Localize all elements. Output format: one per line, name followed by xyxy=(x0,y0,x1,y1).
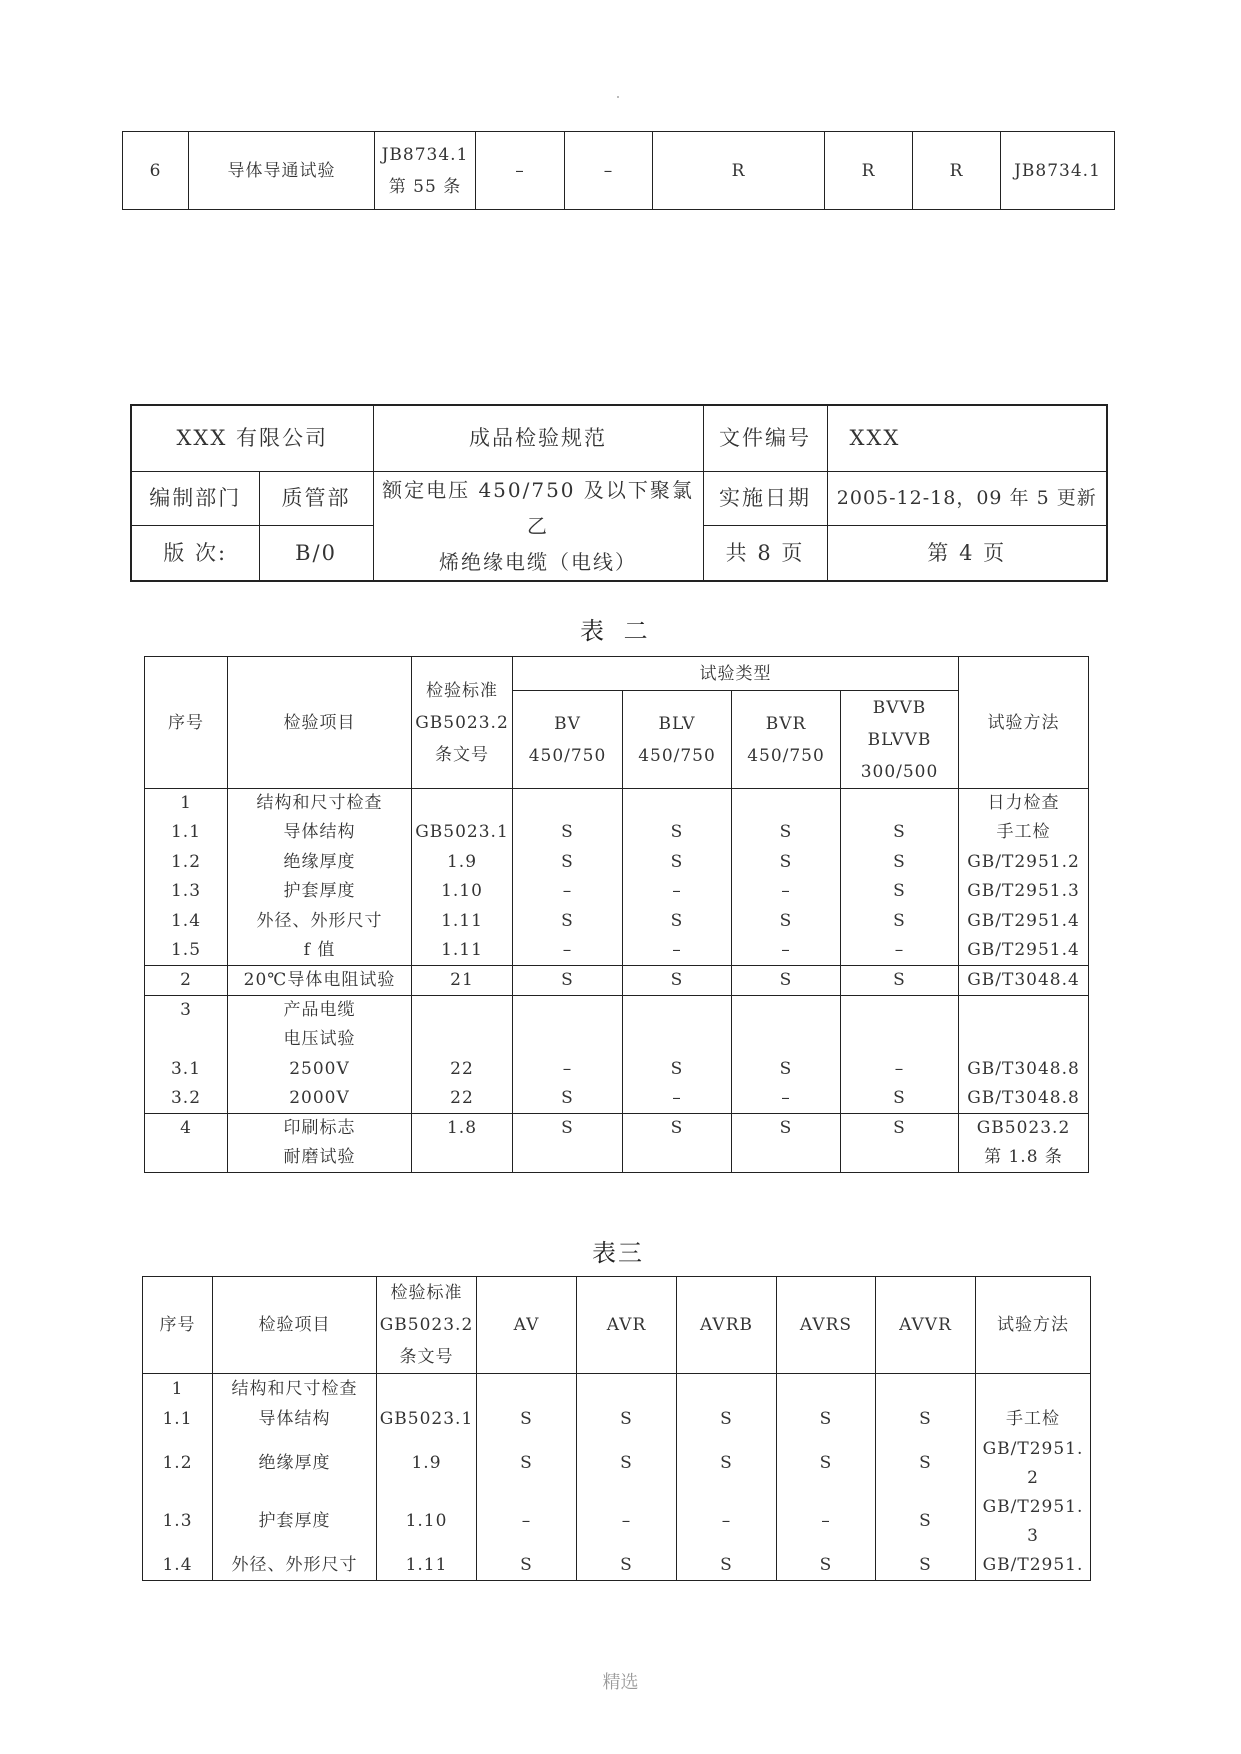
dept-label: 编制部门 xyxy=(131,471,259,526)
row-cell: – xyxy=(476,132,565,210)
table-row xyxy=(143,1551,1091,1581)
table-cell: f 值 xyxy=(228,936,412,966)
table-cell xyxy=(732,996,841,1026)
std-line: 第 55 条 xyxy=(388,176,462,197)
table-cell: – xyxy=(623,936,732,966)
table-cell: S xyxy=(477,1551,577,1581)
table-cell: 印刷标志 xyxy=(228,1114,412,1144)
table-cell: 1.5 xyxy=(145,936,228,966)
doc-title: 成品检验规范 xyxy=(373,405,703,471)
table-row xyxy=(145,1084,1089,1114)
table-cell: S xyxy=(623,966,732,996)
table-row xyxy=(145,789,1089,819)
table-cell: GB/T3048.8 xyxy=(959,1055,1089,1085)
table-cell: S xyxy=(876,1405,976,1435)
table-cell: S xyxy=(841,907,959,937)
table-cell: S xyxy=(513,818,623,848)
table-cell xyxy=(145,1025,228,1055)
table-cell: GB/T3048.4 xyxy=(959,966,1089,996)
table-cell xyxy=(412,1025,513,1055)
table-row xyxy=(143,1405,1091,1435)
table-row xyxy=(145,1025,1089,1055)
col-header-std: 检验标准 GB5023.2 条文号 xyxy=(377,1277,477,1374)
col-header-avrs: AVRS xyxy=(777,1277,876,1374)
table-cell: 手工检 xyxy=(959,818,1089,848)
col-header-bvvb: BVVB BLVVB 300/500 xyxy=(841,691,959,789)
table-cell xyxy=(513,789,623,819)
table-row xyxy=(143,1493,1091,1551)
row-cell: R xyxy=(653,132,825,210)
table-cell: – xyxy=(732,877,841,907)
table-cell: 21 xyxy=(412,966,513,996)
impl-label: 实施日期 xyxy=(703,471,827,526)
table-cell xyxy=(841,996,959,1026)
table-cell: GB/T2951.3 xyxy=(959,877,1089,907)
table-cell: – xyxy=(477,1493,577,1551)
table-cell: GB/T2951.2 xyxy=(959,848,1089,878)
col-header-method: 试验方法 xyxy=(976,1277,1091,1374)
table3-caption: 表三 xyxy=(592,1239,644,1267)
table-cell xyxy=(377,1374,477,1405)
table-cell: GB/T2951.4 xyxy=(959,907,1089,937)
row-item: 导体导通试验 xyxy=(189,132,375,210)
table-cell xyxy=(623,1025,732,1055)
table-cell: 1 xyxy=(145,789,228,819)
table-cell xyxy=(777,1374,876,1405)
table-cell: 护套厚度 xyxy=(213,1493,377,1551)
table-cell: S xyxy=(876,1493,976,1551)
table-cell: S xyxy=(732,966,841,996)
table-cell: – xyxy=(732,1084,841,1114)
table-cell: S xyxy=(513,1084,623,1114)
table-cell xyxy=(876,1374,976,1405)
table-cell: 3.2 xyxy=(145,1084,228,1114)
col-header-item: 检验项目 xyxy=(213,1277,377,1374)
table-cell: S xyxy=(677,1405,777,1435)
table-cell: – xyxy=(841,1055,959,1085)
table-cell xyxy=(623,1143,732,1173)
table-cell xyxy=(732,789,841,819)
table-cell: S xyxy=(876,1435,976,1493)
table-cell: 1.4 xyxy=(143,1551,213,1581)
method-line: 3 xyxy=(1027,1525,1039,1546)
table-cell: 1.2 xyxy=(145,848,228,878)
std-line: JB8734.1 xyxy=(381,144,469,165)
table-cell: 22 xyxy=(412,1055,513,1085)
table-cell: – xyxy=(677,1493,777,1551)
table-cell: 3.1 xyxy=(145,1055,228,1085)
table-cell xyxy=(577,1374,677,1405)
table-cell: S xyxy=(623,848,732,878)
table-cell: 绝缘厚度 xyxy=(228,848,412,878)
table-cell: S xyxy=(513,848,623,878)
table-cell xyxy=(959,996,1089,1026)
company-name: XXX 有限公司 xyxy=(131,405,373,471)
table-cell: 2 xyxy=(145,966,228,996)
table-cell: S xyxy=(732,1055,841,1085)
table-row xyxy=(123,132,1115,210)
table-cell xyxy=(623,996,732,1026)
table-cell: 20℃导体电阻试验 xyxy=(228,966,412,996)
table-cell: – xyxy=(732,936,841,966)
row-cell: R xyxy=(825,132,913,210)
table-cell: 2500V xyxy=(228,1055,412,1085)
col-header-avrb: AVRB xyxy=(677,1277,777,1374)
table-row xyxy=(145,1143,1089,1173)
table2 xyxy=(144,656,1089,1173)
table-cell: S xyxy=(876,1551,976,1581)
table-cell: – xyxy=(513,1055,623,1085)
col-header-bvr: BVR 450/750 xyxy=(732,691,841,789)
table-cell xyxy=(976,1493,1091,1551)
table-cell: 结构和尺寸检查 xyxy=(228,789,412,819)
table-cell: S xyxy=(513,1114,623,1144)
table-row xyxy=(145,907,1089,937)
table-cell: 1.9 xyxy=(412,848,513,878)
table-row xyxy=(143,1435,1091,1493)
table-cell: 1.11 xyxy=(412,936,513,966)
table-cell: 22 xyxy=(412,1084,513,1114)
doc-no-label: 文件编号 xyxy=(703,405,827,471)
table-cell xyxy=(732,1025,841,1055)
table-cell: S xyxy=(513,966,623,996)
table-row xyxy=(145,818,1089,848)
table-cell: 外径、外形尺寸 xyxy=(213,1551,377,1581)
col-header-avvr: AVVR xyxy=(876,1277,976,1374)
table-cell: 1.10 xyxy=(377,1493,477,1551)
table-cell: S xyxy=(841,1114,959,1144)
table-row xyxy=(145,996,1089,1026)
table-cell: 1.4 xyxy=(145,907,228,937)
table-cell: S xyxy=(732,818,841,848)
table-cell: 1.10 xyxy=(412,877,513,907)
version-value: B/0 xyxy=(259,526,373,581)
table-row xyxy=(145,1114,1089,1144)
table-row xyxy=(145,966,1089,996)
table-cell: S xyxy=(777,1405,876,1435)
table-cell: S xyxy=(777,1551,876,1581)
table-cell: S xyxy=(677,1551,777,1581)
std-line: 检验标准 xyxy=(426,680,498,701)
page-number: 第 4 页 xyxy=(827,526,1107,581)
table-cell: S xyxy=(623,1055,732,1085)
col-header-blv: BLV 450/750 xyxy=(623,691,732,789)
table2-caption: 表 二 xyxy=(580,617,654,645)
method-line: 2 xyxy=(1027,1467,1039,1488)
table-cell: 2000V xyxy=(228,1084,412,1114)
table-cell: S xyxy=(841,848,959,878)
doc-no: XXX xyxy=(827,405,1107,471)
table-cell: – xyxy=(777,1493,876,1551)
table-row xyxy=(143,1374,1091,1405)
table-cell: S xyxy=(841,966,959,996)
table-cell: 1.8 xyxy=(412,1114,513,1144)
subject-line: 额定电压 450/750 及以下聚氯乙 xyxy=(382,477,694,538)
table-cell: S xyxy=(477,1405,577,1435)
col-header-no: 序号 xyxy=(145,657,228,789)
table-cell: S xyxy=(732,848,841,878)
table-cell: 1.9 xyxy=(377,1435,477,1493)
table-cell: 外径、外形尺寸 xyxy=(228,907,412,937)
table-cell: S xyxy=(677,1435,777,1493)
version-label: 版 次: xyxy=(131,526,259,581)
table-cell: 产品电缆 xyxy=(228,996,412,1026)
table-cell: S xyxy=(732,907,841,937)
table-cell xyxy=(513,996,623,1026)
col-header-method: 试验方法 xyxy=(959,657,1089,789)
table-cell: S xyxy=(841,877,959,907)
impl-value: 2005-12-18，09 年 5 更新 xyxy=(827,471,1107,526)
table-cell xyxy=(513,1143,623,1173)
table-cell: GB5023.2 xyxy=(959,1114,1089,1144)
table-cell: 4 xyxy=(145,1114,228,1144)
continued-table xyxy=(122,131,1115,210)
table-cell: S xyxy=(513,907,623,937)
table-cell: S xyxy=(577,1435,677,1493)
table-cell xyxy=(412,1143,513,1173)
table-cell: – xyxy=(623,1084,732,1114)
table-cell: S xyxy=(623,1114,732,1144)
table-cell: 1.3 xyxy=(145,877,228,907)
table-cell: – xyxy=(841,936,959,966)
col-header-av: AV xyxy=(477,1277,577,1374)
table-cell: S xyxy=(623,907,732,937)
method-line: GB/T2951. xyxy=(982,1496,1084,1517)
table-cell: 手工检 xyxy=(976,1405,1091,1435)
table-cell xyxy=(959,1025,1089,1055)
table-cell xyxy=(976,1435,1091,1493)
col-header-no: 序号 xyxy=(143,1277,213,1374)
table-cell: 结构和尺寸检查 xyxy=(213,1374,377,1405)
table-cell xyxy=(677,1374,777,1405)
row-cell: – xyxy=(565,132,653,210)
table-cell: 1 xyxy=(143,1374,213,1405)
table-cell xyxy=(412,996,513,1026)
col-header-item: 检验项目 xyxy=(228,657,412,789)
table-cell: 1.2 xyxy=(143,1435,213,1493)
table-cell: 电压试验 xyxy=(228,1025,412,1055)
table-cell: 3 xyxy=(145,996,228,1026)
document-header xyxy=(130,404,1108,582)
row-method: JB8734.1 xyxy=(1001,132,1115,210)
table-cell xyxy=(841,1025,959,1055)
table-cell xyxy=(145,1143,228,1173)
table-row xyxy=(145,936,1089,966)
table-cell xyxy=(513,1025,623,1055)
col-header-type: 试验类型 xyxy=(513,657,959,691)
table-cell: S xyxy=(732,1114,841,1144)
table-cell: 护套厚度 xyxy=(228,877,412,907)
table-cell: GB5023.1 xyxy=(412,818,513,848)
table-cell: – xyxy=(577,1493,677,1551)
table-cell: 1.11 xyxy=(377,1551,477,1581)
table-cell: S xyxy=(777,1435,876,1493)
table-cell: GB/T2951. xyxy=(976,1551,1091,1581)
table-cell xyxy=(976,1374,1091,1405)
table-cell: 1.3 xyxy=(143,1493,213,1551)
table-row xyxy=(145,1055,1089,1085)
scan-dot xyxy=(617,96,619,98)
table-row xyxy=(145,877,1089,907)
subject-line: 烯绝缘电缆（电线） xyxy=(439,549,637,574)
table-cell: 导体结构 xyxy=(213,1405,377,1435)
table-cell xyxy=(477,1374,577,1405)
table-cell: S xyxy=(477,1435,577,1493)
table-cell xyxy=(732,1143,841,1173)
subject xyxy=(373,471,703,581)
table-cell: GB/T2951.4 xyxy=(959,936,1089,966)
std-line: 条文号 xyxy=(435,744,489,765)
table-cell: 1.1 xyxy=(143,1405,213,1435)
col-header-bv: BV 450/750 xyxy=(513,691,623,789)
table-cell xyxy=(412,789,513,819)
table-cell: GB/T3048.8 xyxy=(959,1084,1089,1114)
table-cell: 绝缘厚度 xyxy=(213,1435,377,1493)
row-no: 6 xyxy=(123,132,189,210)
table-cell: S xyxy=(841,818,959,848)
table-cell: 1.1 xyxy=(145,818,228,848)
table-cell xyxy=(841,789,959,819)
table-cell: – xyxy=(513,877,623,907)
table-cell: 耐磨试验 xyxy=(228,1143,412,1173)
table-cell: 第 1.8 条 xyxy=(959,1143,1089,1173)
table-cell: S xyxy=(841,1084,959,1114)
table-cell: – xyxy=(623,877,732,907)
table-cell xyxy=(841,1143,959,1173)
table-cell: S xyxy=(577,1405,677,1435)
table-row xyxy=(145,848,1089,878)
table-cell: GB5023.1 xyxy=(377,1405,477,1435)
dept-value: 质管部 xyxy=(259,471,373,526)
footer-label: 精选 xyxy=(602,1672,639,1693)
table-cell: S xyxy=(623,818,732,848)
total-pages: 共 8 页 xyxy=(703,526,827,581)
row-cell: R xyxy=(913,132,1001,210)
table-cell: S xyxy=(577,1551,677,1581)
col-header-avr: AVR xyxy=(577,1277,677,1374)
method-line: GB/T2951. xyxy=(982,1438,1084,1459)
row-std xyxy=(375,132,476,210)
table-cell: 1.11 xyxy=(412,907,513,937)
table-cell: – xyxy=(513,936,623,966)
std-line: GB5023.2 xyxy=(415,712,509,733)
table-cell xyxy=(623,789,732,819)
table3 xyxy=(142,1276,1091,1581)
col-header-std xyxy=(412,657,513,789)
table-cell: 导体结构 xyxy=(228,818,412,848)
table-cell: 日力检查 xyxy=(959,789,1089,819)
